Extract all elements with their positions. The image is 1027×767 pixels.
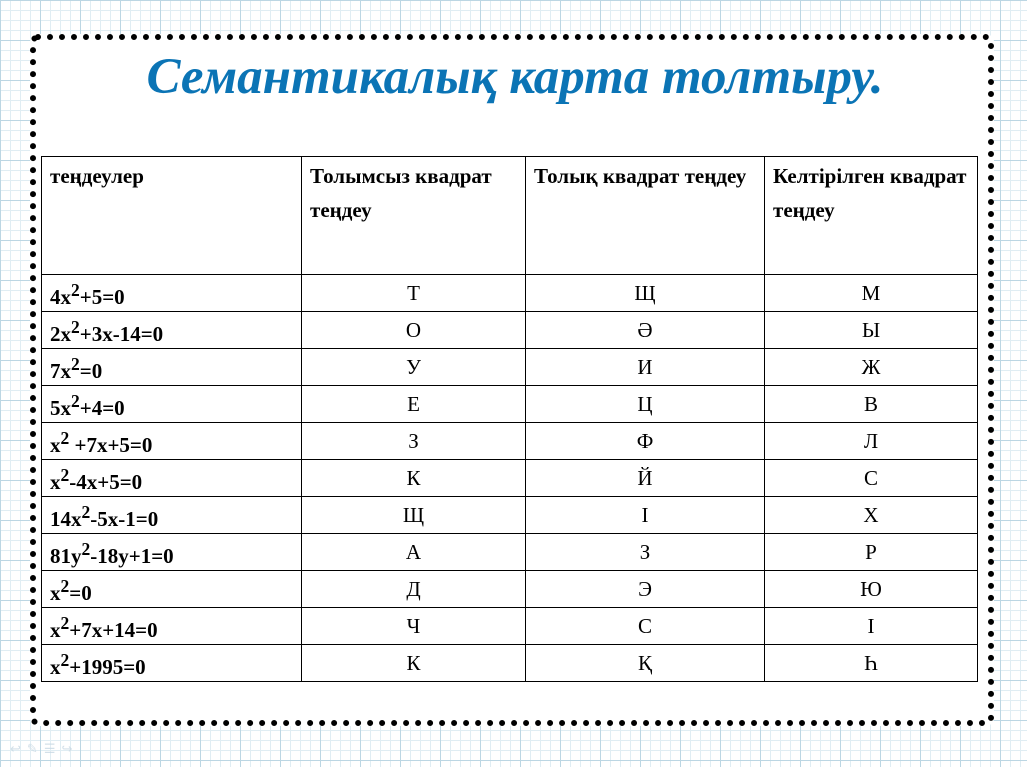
letter-cell-reduced: Ю — [765, 571, 978, 608]
equation-exponent: 2 — [60, 612, 70, 633]
letter-cell-incomplete: А — [302, 534, 526, 571]
table-row — [42, 460, 978, 497]
letter-cell-incomplete: К — [302, 645, 526, 682]
equation-exponent: 2 — [81, 501, 91, 522]
table-row — [42, 645, 978, 682]
table-row — [42, 423, 978, 460]
equation-rest: +1995=0 — [69, 654, 146, 679]
table-row — [42, 534, 978, 571]
letter-cell-reduced: Р — [765, 534, 978, 571]
equation-base: x — [50, 654, 61, 679]
equation-cell — [42, 608, 302, 645]
equation-cell — [42, 349, 302, 386]
equation-exponent: 2 — [60, 427, 70, 448]
equation-rest: +4=0 — [79, 395, 125, 420]
table-row — [42, 608, 978, 645]
letter-cell-incomplete: Т — [302, 275, 526, 312]
letter-cell-complete: Қ — [526, 645, 765, 682]
equation-rest: -5x-1=0 — [90, 506, 159, 531]
equation-cell — [42, 645, 302, 682]
letter-cell-reduced: Ж — [765, 349, 978, 386]
equation-exponent: 2 — [71, 316, 80, 337]
forward-icon[interactable]: ↪ — [61, 742, 79, 757]
table-row — [42, 497, 978, 534]
equation-exponent: 2 — [81, 538, 91, 559]
letter-cell-incomplete: У — [302, 349, 526, 386]
table-header-row — [42, 157, 978, 275]
letter-cell-reduced: Һ — [765, 645, 978, 682]
letter-cell-complete: Ц — [526, 386, 765, 423]
letter-cell-reduced: В — [765, 386, 978, 423]
equation-rest: +7x+5=0 — [69, 432, 153, 457]
letter-cell-incomplete: Щ — [302, 497, 526, 534]
equation-exponent: 2 — [60, 575, 70, 596]
header-incomplete-quadratic: Толымсыз квадрат теңдеу — [302, 157, 526, 275]
equation-base: 4x — [50, 284, 71, 309]
equation-cell — [42, 571, 302, 608]
letter-cell-reduced: І — [765, 608, 978, 645]
letter-cell-complete: Э — [526, 571, 765, 608]
equation-rest: -4x+5=0 — [69, 469, 143, 494]
letter-cell-incomplete: К — [302, 460, 526, 497]
table-row — [42, 386, 978, 423]
letter-cell-incomplete: Е — [302, 386, 526, 423]
letter-cell-complete: Щ — [526, 275, 765, 312]
letter-cell-complete: З — [526, 534, 765, 571]
equation-rest: -18y+1=0 — [90, 543, 174, 568]
letter-cell-reduced: Ы — [765, 312, 978, 349]
letter-cell-complete: Ә — [526, 312, 765, 349]
equation-base: 7x — [50, 358, 71, 383]
equation-rest: =0 — [79, 358, 103, 383]
letter-cell-reduced: Х — [765, 497, 978, 534]
equation-base: 5x — [50, 395, 71, 420]
equation-exponent: 2 — [71, 390, 80, 411]
equation-exponent: 2 — [60, 649, 70, 670]
equation-rest: +7x+14=0 — [69, 617, 158, 642]
letter-cell-incomplete: Ч — [302, 608, 526, 645]
equation-rest: =0 — [69, 580, 92, 605]
equation-cell — [42, 386, 302, 423]
equation-base: 81y — [50, 543, 82, 568]
letter-cell-complete: І — [526, 497, 765, 534]
letter-cell-complete: Ф — [526, 423, 765, 460]
header-reduced-quadratic: Келтірілген квадрат теңдеу — [765, 157, 978, 275]
letter-cell-incomplete: О — [302, 312, 526, 349]
equation-base: x — [50, 432, 61, 457]
slide-navigation-controls[interactable] — [10, 742, 130, 758]
equation-base: x — [50, 580, 61, 605]
equation-cell — [42, 312, 302, 349]
page-title: Семантикалық карта толтыру. — [146, 49, 884, 105]
letter-cell-incomplete: Д — [302, 571, 526, 608]
letter-cell-reduced: М — [765, 275, 978, 312]
equation-rest: +5=0 — [79, 284, 125, 309]
pen-icon[interactable]: ✎ — [26, 742, 44, 757]
equation-exponent: 2 — [71, 353, 80, 374]
back-arrow-icon[interactable]: ↩ — [10, 742, 27, 757]
equation-cell — [42, 460, 302, 497]
table-row — [42, 349, 978, 386]
header-complete-quadratic: Толық квадрат теңдеу — [526, 157, 765, 275]
equation-base: 2x — [50, 321, 71, 346]
letter-cell-reduced: С — [765, 460, 978, 497]
letter-cell-complete: Й — [526, 460, 765, 497]
equation-exponent: 2 — [71, 279, 80, 300]
menu-icon[interactable]: ☰ — [43, 742, 62, 757]
equation-rest: +3x-14=0 — [79, 321, 164, 346]
letter-cell-incomplete: З — [302, 423, 526, 460]
equation-cell — [42, 423, 302, 460]
letter-cell-complete: С — [526, 608, 765, 645]
semantic-map-table — [41, 156, 978, 682]
letter-cell-reduced: Л — [765, 423, 978, 460]
equation-base: 14x — [50, 506, 82, 531]
equation-cell — [42, 497, 302, 534]
equation-base: x — [50, 469, 61, 494]
table-row — [42, 275, 978, 312]
header-equations: теңдеулер — [42, 157, 302, 275]
table-row — [42, 312, 978, 349]
equation-cell — [42, 534, 302, 571]
equation-cell — [42, 275, 302, 312]
table-row — [42, 571, 978, 608]
letter-cell-complete: И — [526, 349, 765, 386]
equation-exponent: 2 — [60, 464, 70, 485]
equation-base: x — [50, 617, 61, 642]
